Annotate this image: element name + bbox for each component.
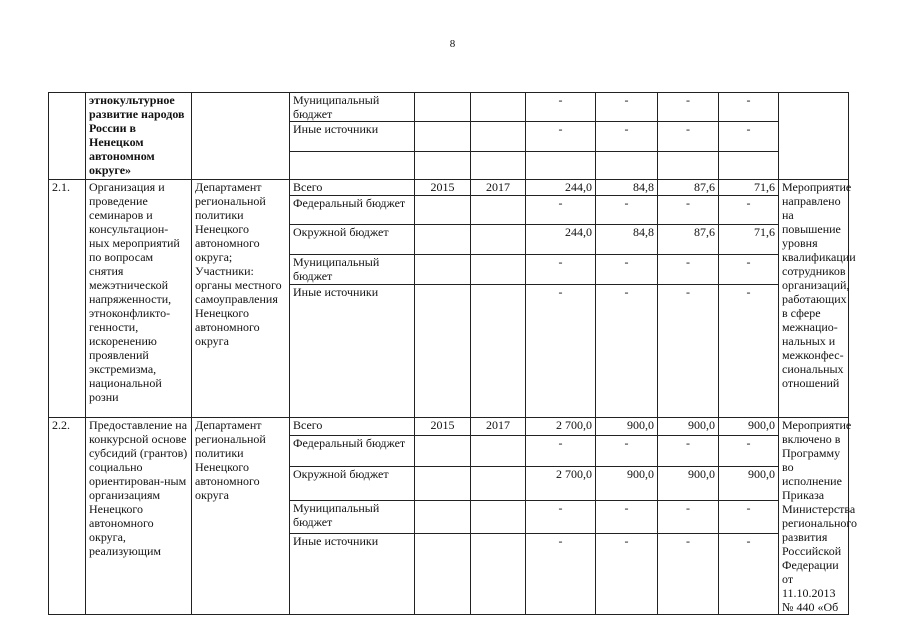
funding-source-cell: Муниципальный бюджет	[290, 93, 415, 122]
value-2017-cell: 900,0	[719, 418, 779, 436]
value-2015-cell: 84,8	[596, 180, 658, 196]
start-year-cell	[415, 122, 471, 152]
value-2016-cell: -	[658, 196, 719, 225]
value-2017-cell: 71,6	[719, 180, 779, 196]
table-row	[49, 93, 849, 122]
value-2016-cell: -	[658, 435, 719, 466]
end-year-cell: 2017	[471, 180, 526, 196]
budget-table	[48, 92, 858, 615]
total-value-cell: -	[526, 122, 596, 152]
funding-source-cell: Окружной бюджет	[290, 225, 415, 255]
value-2017-cell: -	[719, 435, 779, 466]
value-2017-cell: -	[719, 93, 779, 122]
end-year-cell	[471, 93, 526, 122]
end-year-cell	[471, 122, 526, 152]
value-2015-cell: 900,0	[596, 418, 658, 436]
start-year-cell	[415, 196, 471, 225]
start-year-cell	[415, 435, 471, 466]
value-2015-cell: -	[596, 500, 658, 534]
value-2017-cell: -	[719, 255, 779, 285]
value-2017-cell	[719, 152, 779, 180]
row-number-cell	[49, 93, 86, 180]
total-value-cell: 2 700,0	[526, 418, 596, 436]
total-value-cell: -	[526, 500, 596, 534]
value-2015-cell: 84,8	[596, 225, 658, 255]
value-2017-cell: -	[719, 196, 779, 225]
end-year-cell	[471, 285, 526, 418]
value-2015-cell: -	[596, 196, 658, 225]
start-year-cell	[415, 93, 471, 122]
value-2016-cell: 87,6	[658, 225, 719, 255]
funding-source-cell: Муниципальный бюджет	[290, 500, 415, 534]
table-row	[49, 418, 849, 436]
value-2016-cell: -	[658, 122, 719, 152]
value-2015-cell: -	[596, 285, 658, 418]
funding-source-cell: Федеральный бюджет	[290, 435, 415, 466]
funding-source-cell: Иные источники	[290, 122, 415, 152]
end-year-cell	[471, 255, 526, 285]
value-2015-cell: 900,0	[596, 467, 658, 501]
funding-source-cell	[290, 152, 415, 180]
funding-source-cell: Всего	[290, 180, 415, 196]
funding-source-cell: Всего	[290, 418, 415, 436]
value-2015-cell: -	[596, 122, 658, 152]
start-year-cell	[415, 255, 471, 285]
executor-cell	[192, 93, 290, 180]
funding-source-cell: Иные источники	[290, 285, 415, 418]
end-year-cell	[471, 152, 526, 180]
value-2017-cell: 71,6	[719, 225, 779, 255]
funding-source-cell: Окружной бюджет	[290, 467, 415, 501]
end-year-cell	[471, 196, 526, 225]
value-2017-cell: 900,0	[719, 467, 779, 501]
table-row	[49, 180, 849, 196]
total-value-cell: 244,0	[526, 225, 596, 255]
value-2016-cell: -	[658, 285, 719, 418]
row-number-cell: 2.1.	[49, 180, 86, 418]
note-cell: Мероприятие включено в Программу во исполнение Приказа Министерства регионального развития Российской Федерации от 11.10.2013 № 440 «Об	[779, 418, 849, 615]
value-2015-cell: -	[596, 435, 658, 466]
value-2016-cell: 900,0	[658, 418, 719, 436]
total-value-cell: -	[526, 255, 596, 285]
value-2016-cell: -	[658, 500, 719, 534]
start-year-cell	[415, 500, 471, 534]
activity-name-cell: этнокультурное развитие народов России в Ненецком автономном округе»	[86, 93, 192, 180]
end-year-cell	[471, 435, 526, 466]
funding-source-cell: Муниципальный бюджет	[290, 255, 415, 285]
value-2016-cell: 900,0	[658, 467, 719, 501]
row-number-cell: 2.2.	[49, 418, 86, 615]
value-2016-cell: -	[658, 534, 719, 615]
value-2015-cell	[596, 152, 658, 180]
page-number: 8	[449, 38, 456, 50]
end-year-cell	[471, 225, 526, 255]
start-year-cell	[415, 467, 471, 501]
start-year-cell	[415, 285, 471, 418]
activity-name-cell: Организация и проведение семинаров и консультацион-ных мероприятий по вопросам снятия межэтнической напряженности, этноконфликто-генности, искоренению проявлений экстремизма, национальной розни	[86, 180, 192, 418]
total-value-cell: 2 700,0	[526, 467, 596, 501]
funding-source-cell: Иные источники	[290, 534, 415, 615]
value-2017-cell: -	[719, 500, 779, 534]
value-2015-cell: -	[596, 93, 658, 122]
executor-cell: Департамент региональной политики Ненецкого автономного округа	[192, 418, 290, 615]
end-year-cell	[471, 467, 526, 501]
total-value-cell	[526, 152, 596, 180]
end-year-cell	[471, 500, 526, 534]
start-year-cell	[415, 534, 471, 615]
total-value-cell: -	[526, 285, 596, 418]
note-cell: Мероприятие направлено на повышение уровня квалификации сотрудников организаций, работающих в сфере межнацио-нальных и межконфес-сиональных отношений	[779, 180, 849, 418]
value-2017-cell: -	[719, 534, 779, 615]
value-2017-cell: -	[719, 122, 779, 152]
total-value-cell: 244,0	[526, 180, 596, 196]
total-value-cell: -	[526, 534, 596, 615]
funding-source-cell: Федеральный бюджет	[290, 196, 415, 225]
total-value-cell: -	[526, 196, 596, 225]
end-year-cell: 2017	[471, 418, 526, 436]
value-2015-cell: -	[596, 534, 658, 615]
value-2015-cell: -	[596, 255, 658, 285]
total-value-cell: -	[526, 93, 596, 122]
end-year-cell	[471, 534, 526, 615]
value-2016-cell: -	[658, 93, 719, 122]
value-2016-cell: 87,6	[658, 180, 719, 196]
value-2017-cell: -	[719, 285, 779, 418]
note-cell	[779, 93, 849, 180]
executor-cell: Департамент региональной политики Ненецкого автономного округа; Участники: органы местного самоуправления Ненецкого автономного округа	[192, 180, 290, 418]
total-value-cell: -	[526, 435, 596, 466]
start-year-cell	[415, 152, 471, 180]
activity-name-cell: Предоставление на конкурсной основе субсидий (грантов) социально ориентирован-ным организациям Ненецкого автономного округа, реализующим	[86, 418, 192, 615]
value-2016-cell	[658, 152, 719, 180]
start-year-cell	[415, 225, 471, 255]
value-2016-cell: -	[658, 255, 719, 285]
start-year-cell: 2015	[415, 180, 471, 196]
start-year-cell: 2015	[415, 418, 471, 436]
